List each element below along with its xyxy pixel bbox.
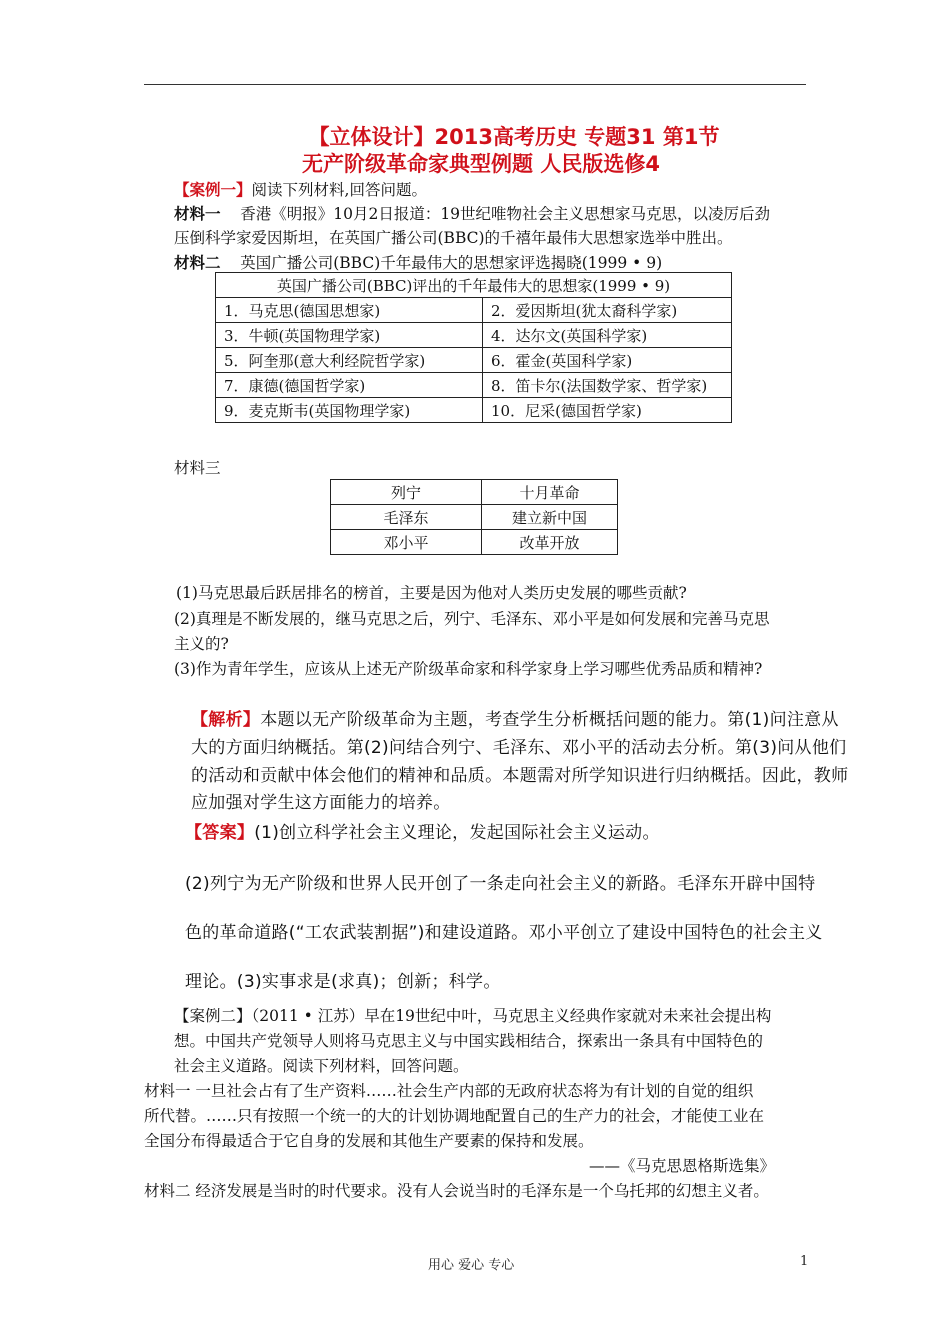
case1-material1-label: 材料一	[174, 204, 221, 223]
analysis-line3: 的活动和贡献中体会他们的精神和品质。本题需对所学知识进行归纳概括。因此，教师	[191, 766, 849, 786]
case1-material1-line2: 压倒科学家爱因斯坦，在英国广播公司(BBC)的千禧年最伟大思想家选举中胜出。	[174, 229, 733, 247]
case2-material1-line1: 材料一 一旦社会占有了生产资料……社会生产内部的无政府状态将为有计划的自觉的组织	[144, 1082, 754, 1100]
revolutionaries-table	[330, 479, 618, 555]
table-row	[331, 505, 618, 530]
table-cell: 2．爱因斯坦(犹太裔科学家)	[483, 298, 732, 323]
table-cell: 邓小平	[331, 530, 482, 555]
thinkers-table	[215, 272, 732, 423]
table-row	[216, 373, 732, 398]
table-cell: 十月革命	[482, 480, 618, 505]
table-cell: 建立新中国	[482, 505, 618, 530]
case2-material1-line3: 全国分布得最适合于它自身的发展和其他生产要素的保持和发展。	[144, 1132, 594, 1150]
case1-material1-line1	[174, 204, 770, 224]
table-row	[331, 480, 618, 505]
table-cell: 10．尼采(德国哲学家)	[483, 398, 732, 423]
table-cell: 1．马克思(德国思想家)	[216, 298, 483, 323]
case2-material2-line1: 材料二 经济发展是当时的时代要求。没有人会说当时的毛泽东是一个乌托邦的幻想主义者。	[144, 1182, 769, 1200]
table-cell: 5．阿奎那(意大利经院哲学家)	[216, 348, 483, 373]
table-cell: 8．笛卡尔(法国数学家、哲学家)	[483, 373, 732, 398]
table-row	[216, 398, 732, 423]
footer-text: 用心 爱心 专心	[428, 1258, 515, 1273]
case1-material1-text1: 香港《明报》10月2日报道：19世纪唯物社会主义思想家马克思，以凌厉后劲	[240, 205, 771, 223]
analysis-line4: 应加强对学生这方面能力的培养。	[191, 793, 451, 813]
case2-intro-line1: 【案例二】（2011 • 江苏）早在19世纪中叶，马克思主义经典作家就对未来社会提出构	[174, 1007, 772, 1025]
answer-line2: (2)列宁为无产阶级和世界人民开创了一条走向社会主义的新路。毛泽东开辟中国特	[185, 874, 816, 894]
case1-material2-line	[174, 253, 662, 273]
table-cell: 毛泽东	[331, 505, 482, 530]
answer-line4: 理论。(3)实事求是(求真)；创新；科学。	[185, 972, 501, 992]
case1-heading-text: 阅读下列材料,回答问题。	[251, 181, 427, 199]
question-3: (3)作为青年学生，应该从上述无产阶级革命家和科学家身上学习哪些优秀品质和精神?	[174, 660, 763, 678]
analysis-line1	[191, 707, 839, 733]
answer-line3: 色的革命道路(“工农武装割据”)和建设道路。邓小平创立了建设中国特色的社会主义	[185, 923, 823, 943]
case2-material1-line2: 所代替。……只有按照一个统一的大的计划协调地配置自己的生产力的社会，才能使工业在	[144, 1107, 765, 1125]
table-cell: 6．霍金(英国科学家)	[483, 348, 732, 373]
answer-text1: (1)创立科学社会主义理论，发起国际社会主义运动。	[254, 823, 660, 843]
answer-line1	[185, 820, 660, 846]
page-number: 1	[800, 1254, 809, 1269]
table-cell: 7．康德(德国哲学家)	[216, 373, 483, 398]
question-2-line2: 主义的?	[174, 635, 229, 653]
case1-material3-label: 材料三	[174, 459, 221, 477]
thinkers-table-header-row	[216, 273, 732, 298]
document-title-line1: 【立体设计】2013高考历史 专题31 第1节	[308, 125, 720, 149]
case1-material2-text: 英国广播公司(BBC)千年最伟大的思想家评选揭晓(1999 • 9)	[240, 254, 663, 272]
table-row	[216, 348, 732, 373]
answer-label: 【答案】	[185, 823, 255, 843]
document-title-line2: 无产阶级革命家典型例题 人民版选修4	[302, 152, 660, 176]
table-row	[216, 323, 732, 348]
question-1: (1)马克思最后跃居排名的榜首，主要是因为他对人类历史发展的哪些贡献?	[176, 584, 687, 602]
case2-intro-line3: 社会主义道路。阅读下列材料，回答问题。	[174, 1057, 469, 1075]
table-cell: 4．达尔文(英国科学家)	[483, 323, 732, 348]
case1-label: 【案例一】	[174, 180, 252, 199]
table-row	[331, 530, 618, 555]
table-cell: 改革开放	[482, 530, 618, 555]
table-cell: 3．牛顿(英国物理学家)	[216, 323, 483, 348]
table-cell: 列宁	[331, 480, 482, 505]
analysis-line2: 大的方面归纳概括。第(2)问结合列宁、毛泽东、邓小平的活动去分析。第(3)问从他们	[191, 738, 847, 758]
table-row	[216, 298, 732, 323]
question-2-line1: (2)真理是不断发展的，继马克思之后，列宁、毛泽东、邓小平是如何发展和完善马克思	[174, 610, 770, 628]
case2-material1-source: ——《马克思恩格斯选集》	[589, 1157, 776, 1175]
case2-intro-line2: 想。中国共产党领导人则将马克思主义与中国实践相结合，探索出一条具有中国特色的	[174, 1032, 764, 1050]
thinkers-table-header: 英国广播公司(BBC)评出的千年最伟大的思想家(1999 • 9)	[216, 273, 732, 298]
analysis-label: 【解析】	[191, 710, 261, 730]
case1-material2-label: 材料二	[174, 253, 221, 272]
header-rule	[144, 84, 806, 85]
analysis-text1: 本题以无产阶级革命为主题，考查学生分析概括问题的能力。第(1)问注意从	[260, 710, 839, 730]
table-cell: 9．麦克斯韦(英国物理学家)	[216, 398, 483, 423]
case1-heading	[174, 180, 427, 200]
